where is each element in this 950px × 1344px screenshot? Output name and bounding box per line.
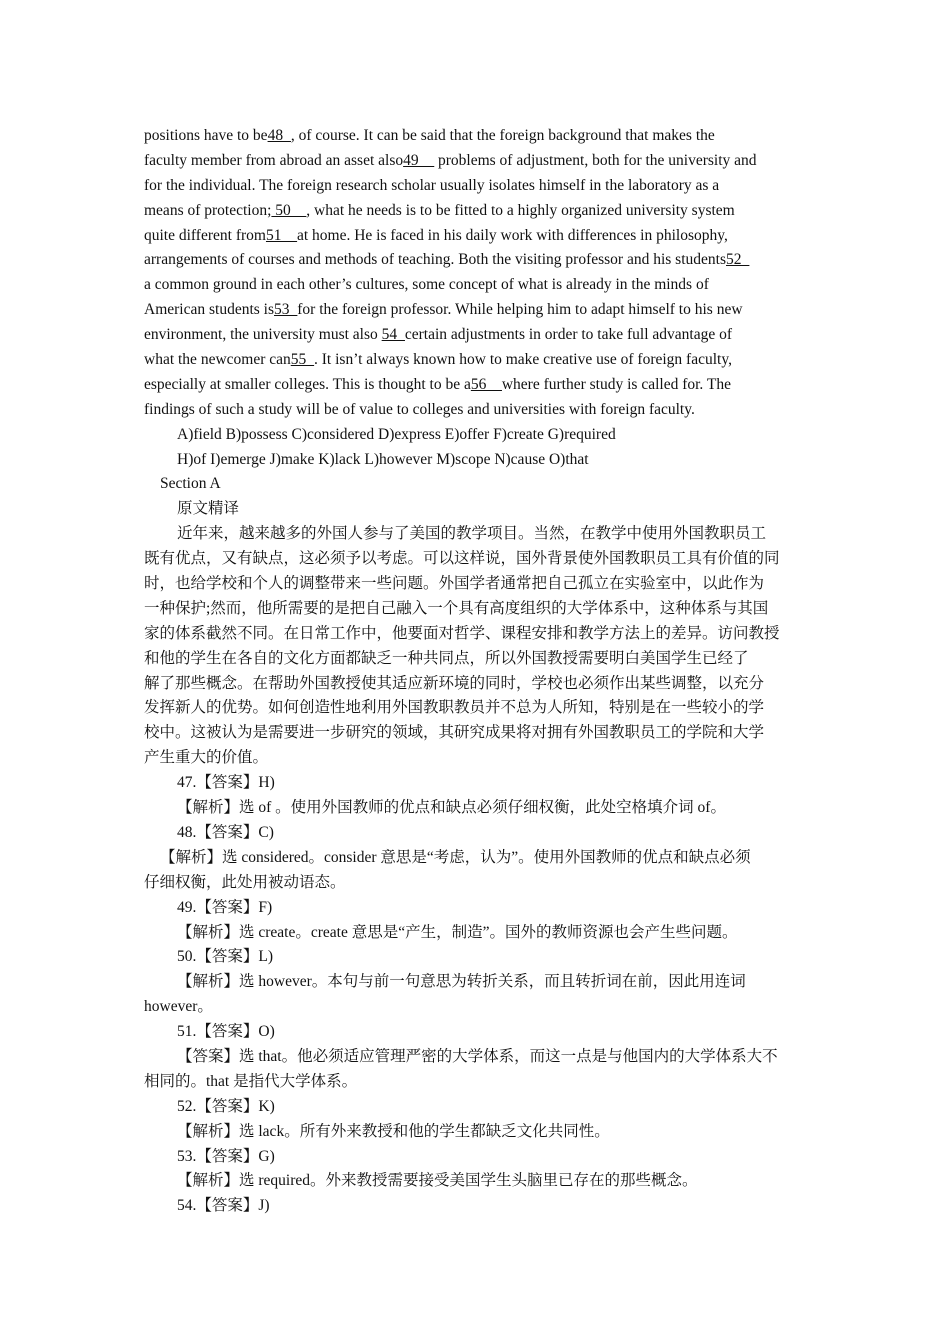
answers-section (144, 771, 809, 1219)
passage-text: certain adjustments in order to take full advantage of (404, 326, 732, 344)
document-page (144, 124, 809, 1219)
passage-line (144, 298, 809, 323)
translation-line: 校中。这被认为是需要进一步研究的领域，其研究成果将对拥有外国教职员工的学院和大学 (144, 724, 765, 742)
passage-text: arrangements of courses and methods of teaching. Both the visiting professor and his students (144, 251, 726, 269)
answer-key: 52.【答案】K) (177, 1097, 275, 1115)
passage-text: , of course. It can be said that the foreign background that makes the (290, 127, 715, 144)
passage-text: American students is (144, 301, 275, 319)
answer-explanation: 【答案】选 that。他必须适应管理严密的大学体系，而这一点是与他国内的大学体系大不 (177, 1047, 778, 1065)
passage-line (144, 348, 809, 373)
translation-line: 近年来，越来越多的外国人参与了美国的教学项目。当然，在教学中使用外国教职员工 (177, 525, 767, 543)
options-line-1: A)field B)possess C)considered D)express E)offer F)create G)required (177, 425, 616, 443)
translation-line: 既有优点，又有缺点，这必须予以考虑。可以这样说，国外背景使外国教职员工具有价值的同 (144, 550, 780, 568)
passage-line (144, 124, 809, 149)
passage-text: , what he needs is to be fitted to a highly organized university system (306, 201, 735, 219)
passage-line (144, 398, 809, 423)
answer-key: 50.【答案】L) (177, 948, 274, 966)
translation-line: 一种保护;然而，他所需要的是把自己融入一个具有高度组织的大学体系中，这种体系与其国 (144, 599, 769, 617)
section-label: Section A (160, 475, 221, 493)
blank-number: 54_ (381, 326, 405, 344)
answer-explanation: 相同的。that 是指代大学体系。 (144, 1072, 358, 1090)
answer-key: 51.【答案】O) (177, 1023, 275, 1041)
passage-line (144, 373, 809, 398)
passage-line (144, 273, 809, 298)
blank-number: 49__ (403, 151, 435, 169)
passage-line (144, 248, 809, 273)
translation-line: 时，也给学校和个人的调整带来一些问题。外国学者通常把自己孤立在实验室中，以此作为 (144, 575, 765, 593)
passage-line (144, 323, 809, 348)
passage-text: faculty member from abroad an asset also (144, 151, 404, 169)
blank-number: 51__ (265, 226, 297, 244)
answer-key: 47.【答案】H) (177, 774, 275, 792)
passage-text: especially at smaller colleges. This is thought to be a (144, 375, 471, 393)
passage-text: problems of adjustment, both for the university and (434, 151, 757, 169)
answer-key: 53.【答案】G) (177, 1147, 275, 1165)
translation-line: 解了那些概念。在帮助外国教授使其适应新环境的同时，学校也必须作出某些调整，以充分 (144, 674, 765, 692)
answer-explanation: 【解析】选 required。外来教授需要接受美国学生头脑里已存在的那些概念。 (177, 1172, 698, 1190)
blank-number: 48_ (267, 127, 291, 144)
answer-key: 48.【答案】C) (177, 823, 274, 841)
passage-text: at home. He is faced in his daily work with differences in philosophy, (296, 226, 728, 244)
passage-line (144, 224, 809, 249)
passage-text: quite different from (144, 226, 266, 244)
translation-heading: 原文精译 (177, 500, 240, 518)
translation-line: 家的体系截然不同。在日常工作中，他要面对哲学、课程安排和教学方法上的差异。访问教授 (144, 624, 780, 642)
answer-key: 49.【答案】F) (177, 898, 273, 916)
passage-text: positions have to be (144, 127, 268, 144)
translation-paragraph (144, 522, 809, 771)
passage-text: means of protection; (144, 201, 272, 219)
blank-number: 55_ (290, 351, 315, 369)
passage-text: for the foreign professor. While helping him to adapt himself to his new (297, 301, 743, 319)
passage-text: for the individual. The foreign research scholar usually isolates himself in the laboratory as a (144, 176, 720, 194)
blank-number: 53_ (274, 301, 298, 319)
passage-text: a common ground in each other’s cultures, some concept of what is already in the minds of (144, 276, 709, 294)
blank-number: 56__ (470, 375, 502, 393)
answer-explanation: 【解析】选 create。create 意思是“产生，制造”。国外的教师资源也会产生些问题。 (177, 923, 738, 941)
answer-explanation: however。 (144, 998, 213, 1016)
translation-line: 产生重大的价值。 (144, 749, 269, 767)
options-line-2: H)of I)emerge J)make K)lack L)however M)scope N)cause O)that (177, 450, 589, 468)
passage-text: findings of such a study will be of value to colleges and universities with foreign faculty. (144, 400, 695, 418)
cloze-passage (144, 124, 809, 423)
translation-line: 和他的学生在各自的文化方面都缺乏一种共同点，所以外国教授需要明白美国学生已经了 (144, 649, 749, 667)
blank-number: 52_ (726, 251, 750, 269)
answer-explanation: 仔细权衡，此处用被动语态。 (144, 873, 346, 891)
answer-key: 54.【答案】J) (177, 1197, 270, 1215)
passage-line (144, 149, 809, 174)
answer-explanation: 【解析】选 lack。所有外来教授和他的学生都缺乏文化共同性。 (177, 1122, 610, 1140)
answer-explanation: 【解析】选 considered。consider 意思是“考虑，认为”。使用外国教师的优点和缺点必须 (160, 848, 751, 866)
passage-line (144, 174, 809, 199)
passage-text: where further study is called for. The (501, 375, 731, 393)
translation-line: 发挥新人的优势。如何创造性地利用外国教职教员并不总为人所知，特别是在一些较小的学 (144, 699, 765, 717)
passage-text: . It isn’t always known how to make creative use of foreign faculty, (314, 351, 732, 369)
answer-explanation: 【解析】选 however。本句与前一句意思为转折关系，而且转折词在前，因此用连词 (177, 973, 746, 991)
answer-explanation: 【解析】选 of 。使用外国教师的优点和缺点必须仔细权衡，此处空格填介词 of。 (177, 799, 726, 817)
passage-line (144, 199, 809, 224)
passage-text: what the newcomer can (144, 351, 291, 369)
blank-number: 50__ (271, 201, 307, 219)
passage-text: environment, the university must also (144, 326, 382, 344)
